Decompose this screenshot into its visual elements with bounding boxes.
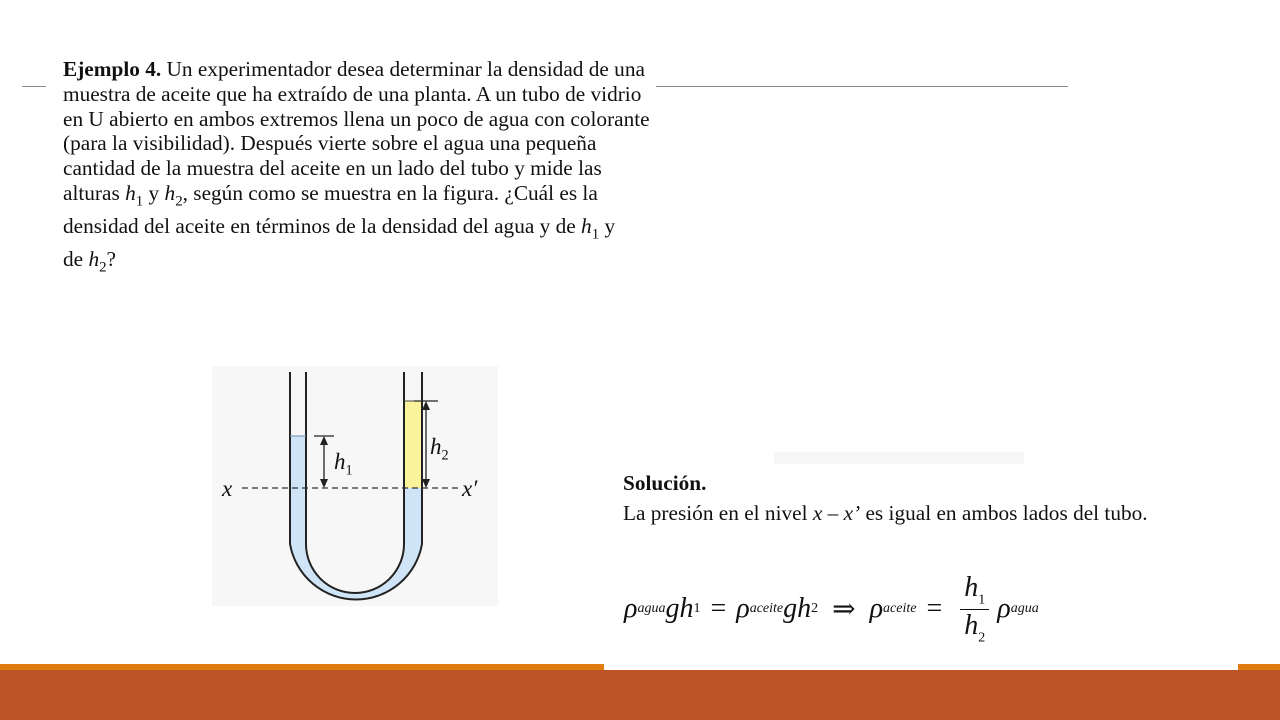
tube-inner-wall [306, 372, 404, 593]
top-rule-right [656, 86, 1068, 87]
label-h2: $h_2$ [430, 434, 449, 464]
symbol-h1-second: $h_1$ [581, 214, 600, 243]
implies-arrow: ⇒ [832, 594, 856, 625]
label-h1: $h_1$ [334, 449, 353, 479]
symbol-h2-second: $h_2$ [88, 247, 107, 276]
solution-text: La presión en el nivel x – x’ es igual en ambos lados del tubo. [623, 501, 1148, 525]
h1-arrowhead-bottom [320, 479, 328, 488]
problem-text-part2: , según como se muestra en la figura. ¿Cuál es la densidad del aceite en términos de la densidad del agua y de [63, 180, 598, 239]
word-de: de [63, 247, 84, 272]
word-y-second: y [604, 214, 616, 239]
density-equation: ρ agua g h 1 = ρ aceite g h 2 ⇒ ρ aceite = $\frac{h_1}{h_2}$ ρ agua [624, 571, 1039, 646]
footer-bar [0, 670, 1280, 720]
word-y: y [148, 180, 160, 205]
u-tube-figure [212, 366, 498, 606]
symbol-h2: $h_2$ [164, 180, 183, 210]
ratio-fraction: $\frac{h_1}{h_2}$ [960, 572, 989, 646]
u-tube-diagram [212, 366, 498, 606]
problem-text-part1: Un experimentador desea determinar la densidad de una muestra de aceite que ha extraído de una planta. A un tubo de vidrio en U abierto en ambos extremos llena un poco de agua con colorante (para la visibilidad). Después vierte sobre el agua una pequeña cantidad de la muestra del aceite en un lado del tubo y mide las alturas [63, 57, 650, 205]
solution-shade [774, 452, 1024, 464]
water-fill [290, 436, 422, 599]
level-label: x – x’ [812, 501, 861, 525]
solution-title: Solución. [623, 471, 707, 495]
problem-statement [63, 57, 653, 280]
label-x: x [222, 476, 233, 501]
h2-arrowhead-bottom [422, 479, 430, 488]
label-x-prime: x′ [462, 476, 478, 501]
solution-panel [604, 452, 1238, 670]
oil-fill [404, 401, 422, 488]
example-heading: Ejemplo 4. [63, 57, 162, 81]
question-mark: ? [106, 247, 116, 272]
h1-arrowhead-top [320, 436, 328, 445]
symbol-h1: $h_1$ [125, 180, 144, 210]
top-rule-left [22, 86, 46, 87]
h2-arrowhead-top [422, 401, 430, 410]
